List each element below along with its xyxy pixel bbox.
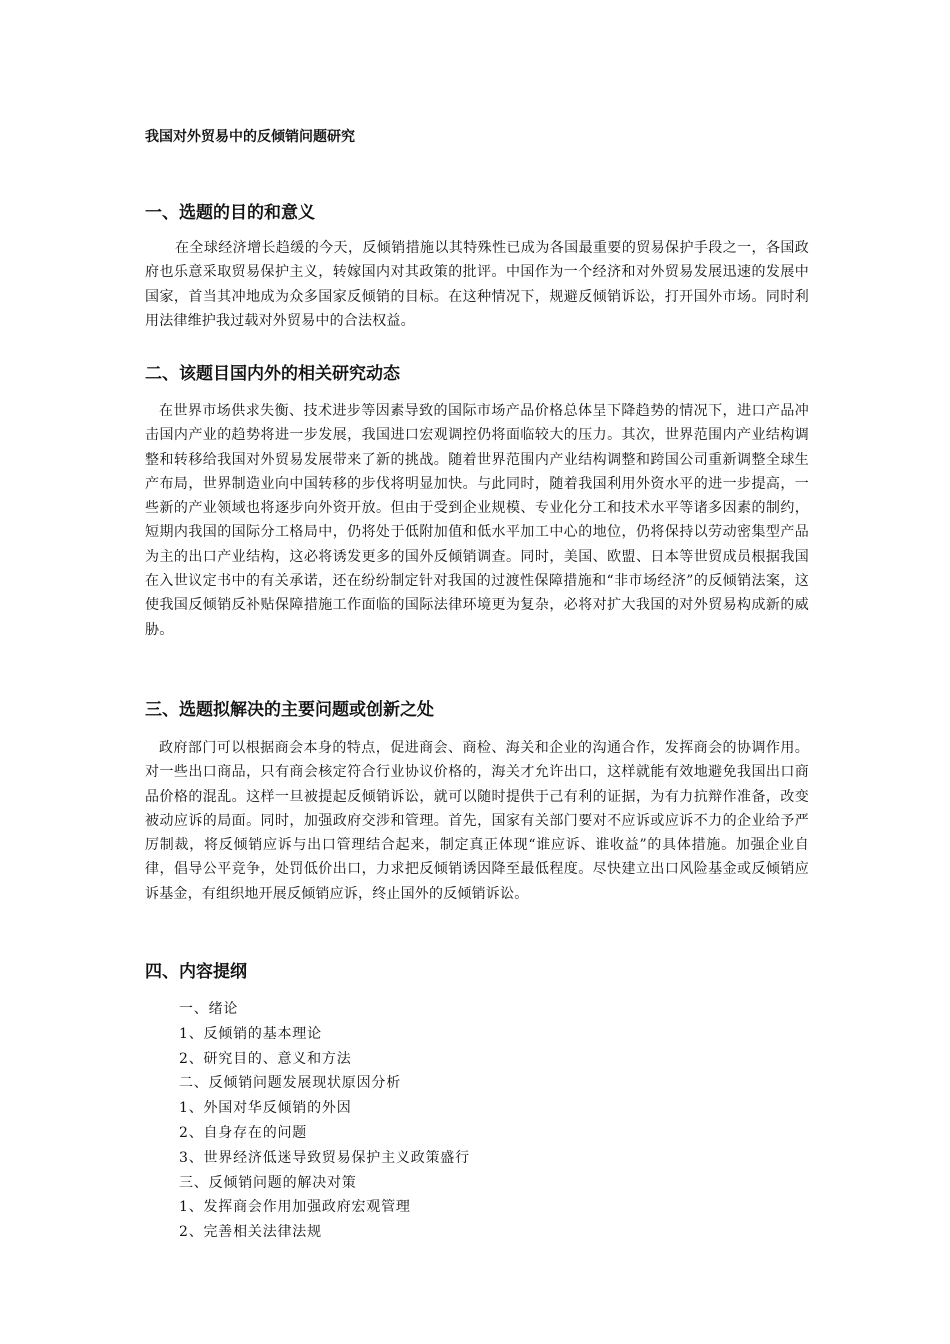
outline-item: 三、反倾销问题的解决对策 xyxy=(179,1174,357,1191)
outline-item: 1、外国对华反倾销的外因 xyxy=(179,1100,352,1117)
outline-item: 一、绪论 xyxy=(179,1001,239,1017)
outline-item: 1、发挥商会作用加强政府宏观管理 xyxy=(179,1199,411,1216)
outline-item: 1、反倾销的基本理论 xyxy=(179,1025,322,1042)
outline-item: 2、完善相关法律法规 xyxy=(179,1224,322,1241)
section-paragraph-research-status: 在世界市场供求失衡、技术进步等因素导致的国际市场产品价格总体呈下降趋势的情况下，进口产品冲击国内产业的趋势将进一步发展，我国进口宏观调控仍将面临较大的压力。其次，世界范围内产业结构调整和转移给我国对外贸易发展带来了新的挑战。随着世界范围内产业结构调整和跨国公司重新调整全球生产布局，世界制造业向中国转移的步伐将明显加快。与此同时，随着我国利用外资水平的进一步提高，一些新的产业领域也将逐步向外资开放。但由于受到企业规模、专业化分工和技术水平等诸多因素的制约，短期内我国的国际分工格局中，仍将处于低附加值和低水平加工中心的地位，仍将保持以劳动密集型产品为主的出口产业结构，这必将诱发更多的国外反倾销调查。同时，美国、欧盟、日本等世贸成员根据我国在入世议定书中的有关承诺，还在纷纷制定针对我国的过渡性保障措施和“非市场经济”的反倾销法案，这使我国反倾销反补贴保障措施工作面临的国际法律环境更为复杂，必将对扩大我国的对外贸易构成新的威胁。 xyxy=(145,403,809,638)
outline-item: 2、自身存在的问题 xyxy=(179,1124,308,1141)
content-outline-list xyxy=(179,997,470,1245)
section-heading-research-status: 二、该题目国内外的相关研究动态 xyxy=(145,364,400,384)
section-paragraph-main-problems: 政府部门可以根据商会本身的特点，促进商会、商检、海关和企业的沟通合作，发挥商会的协调作用。对一些出口商品，只有商会核定符合行业协议价格的，海关才允许出口，这样就能有效地避免我国出口商品价格的混乱。这样一旦被提起反倾销诉讼，就可以随时提供于己有利的证据，为有力抗辩作准备，改变被动应诉的局面。同时，加强政府交涉和管理。首先，国家有关部门要对不应诉或应诉不力的企业给予严厉制裁，将反倾销应诉与出口管理结合起来，制定真正体现“谁应诉、谁收益”的具体措施。加强企业自律，倡导公平竞争，处罚低价出口，力求把反倾销诱因降至最低程度。尽快建立出口风险基金或反倾销应诉基金，有组织地开展反倾销应诉，终止国外的反倾销诉讼。 xyxy=(145,740,809,902)
section-paragraph-purpose: 在全球经济增长趋缓的今天，反倾销措施以其特殊性已成为各国最重要的贸易保护手段之一，各国政府也乐意采取贸易保护主义，转嫁国内对其政策的批评。中国作为一个经济和对外贸易发展迅速的发展中国家，首当其冲地成为众多国家反倾销的目标。在这种情况下，规避反倾销诉讼，打开国外市场。同时利用法律维护我过载对外贸易中的合法权益。 xyxy=(145,240,809,329)
section-heading-main-problems: 三、选题拟解决的主要问题或创新之处 xyxy=(145,700,434,720)
outline-item: 2、研究目的、意义和方法 xyxy=(179,1050,352,1067)
section-heading-purpose: 一、选题的目的和意义 xyxy=(145,203,315,223)
document-title: 我国对外贸易中的反倾销问题研究 xyxy=(145,129,355,145)
section-heading-outline: 四、内容提纲 xyxy=(145,962,247,982)
outline-item: 3、世界经济低迷导致贸易保护主义政策盛行 xyxy=(179,1149,470,1166)
outline-item: 二、反倾销问题发展现状原因分析 xyxy=(179,1075,401,1092)
